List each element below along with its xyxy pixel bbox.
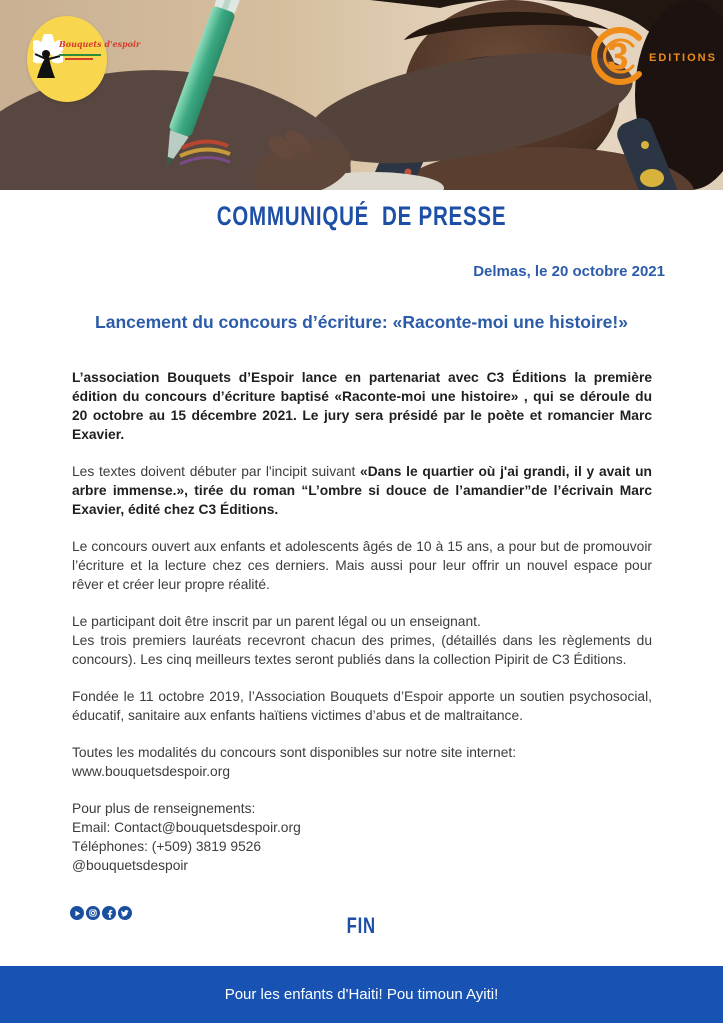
paragraph-association: Fondée le 11 octobre 2019, l’Association Bouquets d’Espoir apporte un soutien psychosocial, éducatif, sanitaire aux enfants haïtiens victimes d’abus et de maltraitance. bbox=[72, 689, 652, 723]
contact-phone: Téléphones: (+509) 3819 9526 bbox=[72, 839, 262, 854]
c3-logo-number: 3 bbox=[607, 36, 629, 78]
paragraph-intro: L’association Bouquets d’Espoir lance en partenariat avec C3 Éditions la première édition du concours d’écriture baptisé «Raconte-moi une histoire» , qui se déroule du 20 octobre au 15 décembre 2021. Le jury sera présidé par le poète et romancier Marc Exavier. bbox=[72, 370, 652, 442]
bouquets-despoir-logo bbox=[27, 16, 141, 102]
org-logo-tagline-line bbox=[59, 54, 101, 56]
paragraph-reglement bbox=[72, 612, 652, 669]
modalites-line: Toutes les modalités du concours sont disponibles sur notre site internet: bbox=[72, 745, 517, 760]
contact-email: Email: Contact@bouquetsdespoir.org bbox=[72, 820, 301, 835]
headline: Lancement du concours d’écriture: «Raconte-moi une histoire!» bbox=[95, 312, 628, 332]
hero-image bbox=[0, 0, 723, 190]
footer-banner bbox=[0, 966, 723, 1023]
incipit-lead: Les textes doivent débuter par l'incipit suivant bbox=[72, 464, 361, 479]
body-copy bbox=[72, 368, 652, 893]
contact-lead: Pour plus de renseignements: bbox=[72, 801, 256, 816]
masthead bbox=[0, 201, 723, 232]
c3-logo-label: EDITIONS bbox=[649, 52, 717, 64]
contact-handle: @bouquetsdespoir bbox=[72, 858, 189, 873]
page-title: COMMUNIQUÉ DE PRESSE bbox=[216, 201, 507, 231]
paragraph-modalites bbox=[72, 743, 652, 781]
fin-marker bbox=[0, 913, 723, 939]
c3-ring-icon bbox=[587, 24, 649, 88]
paragraph-contact bbox=[72, 799, 652, 875]
paragraph-objectif: Le concours ouvert aux enfants et adolescents âgés de 10 à 15 ans, a pour but de promouvoir l’écriture et la lecture chez ces derniers. Mais aussi pour leur offrir un nouvel espace pour rêver et créer leur propre réalité. bbox=[72, 539, 652, 592]
incipit-quote: «Dans le quartier où j'ai grandi, il y avait un arbre immense.», tirée du roman “L’ombre si douce de l’amandier”de l’écrivain Marc Exavier, édité chez C3 Éditions. bbox=[72, 464, 652, 517]
c3-editions-logo bbox=[587, 24, 717, 94]
footer-slogan: Pour les enfants d'Haiti! Pou timoun Ayiti! bbox=[224, 986, 499, 1003]
fin-label: FIN bbox=[346, 913, 377, 938]
reglement-line1: Le participant doit être inscrit par un parent légal ou un enseignant. bbox=[72, 614, 481, 629]
org-logo-name: Bouquets d'espoir bbox=[59, 39, 141, 49]
reglement-line2: Les trois premiers lauréats recevront chacun des primes, (détaillés dans les règlements du concours). Les cinq meilleurs textes seront publiés dans la collection Pipirit de C3 Éditions. bbox=[72, 633, 652, 667]
dateline: Delmas, le 20 octobre 2021 bbox=[473, 263, 665, 280]
paragraph-incipit bbox=[72, 462, 652, 519]
website-url: www.bouquetsdespoir.org bbox=[72, 764, 230, 779]
org-logo-tagline-line2 bbox=[65, 58, 93, 60]
